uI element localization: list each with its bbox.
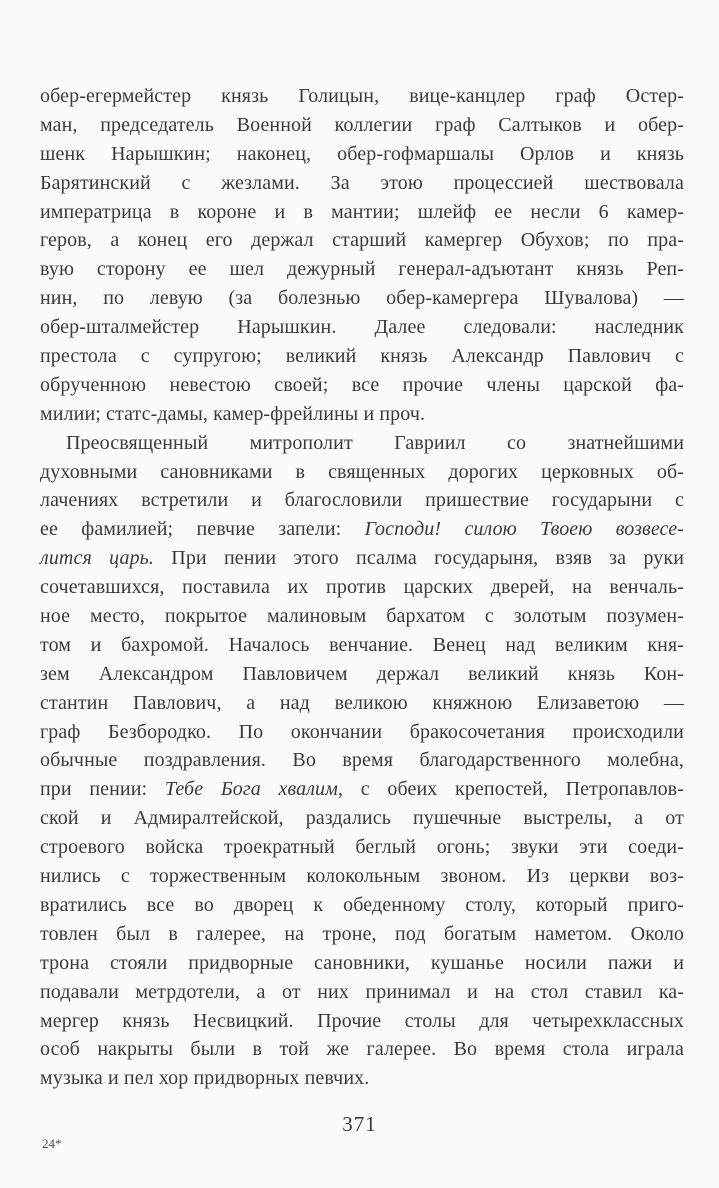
text-line bbox=[40, 486, 684, 515]
text-run: подавали метрдотели, а от них принимал и на стол ставил ка- bbox=[40, 980, 684, 1003]
italic-phrase: Господи! силою Твоею возвесе- bbox=[364, 518, 684, 541]
text-run: милии; статс-дамы, камер-фрейлины и проч. bbox=[40, 402, 426, 425]
page-number: 371 bbox=[342, 1112, 377, 1136]
text-run: товлен был в галерее, на троне, под богатым наметом. Около bbox=[40, 922, 684, 945]
text-run: обер-шталмейстер Нарышкин. Далее следовали: наследник bbox=[40, 316, 684, 339]
text-line bbox=[40, 718, 684, 747]
text-line bbox=[40, 1064, 684, 1093]
text-line bbox=[40, 746, 684, 775]
text-line bbox=[40, 775, 684, 804]
text-run: духовными сановниками в священных дорогих церковных об- bbox=[40, 460, 684, 483]
text-run: граф Безбородко. По окончании бракосочетания происходили bbox=[40, 720, 684, 743]
text-run: сочетавшихся, поставила их против царских дверей, на венчаль- bbox=[40, 576, 684, 599]
text-run: музыка и пел хор придворных певчих. bbox=[40, 1067, 370, 1090]
text-run: ное место, покрытое малиновым бархатом с золотым позумен- bbox=[40, 605, 684, 628]
text-run: нин, по левую (за болезнью обер-камергера Шувалова) — bbox=[40, 287, 684, 310]
text-line bbox=[40, 1007, 684, 1036]
text-run: престола с супругою; великий князь Александр Павлович с bbox=[40, 345, 684, 368]
text-line bbox=[40, 429, 684, 458]
text-run: лачениях встретили и благословили пришествие государыни с bbox=[40, 489, 684, 512]
text-line bbox=[40, 544, 684, 573]
text-run: императрица в короне и в мантии; шлейф ее несли 6 камер- bbox=[40, 200, 684, 223]
text-line bbox=[40, 515, 684, 544]
text-run: особ накрыты были в той же галерее. Во время стола играла bbox=[40, 1038, 684, 1061]
text-line bbox=[40, 255, 684, 284]
text-line bbox=[40, 631, 684, 660]
signature-mark: 24* bbox=[42, 1136, 62, 1151]
text-line bbox=[40, 891, 684, 920]
text-line bbox=[40, 111, 684, 140]
text-run: Преосвященный митрополит Гавриил со знатнейшими bbox=[66, 431, 684, 454]
text-run: геров, а конец его держал старший камергер Обухов; по пра- bbox=[40, 229, 684, 252]
text-run: обер-егермейстер князь Голицын, вице-канцлер граф Остер- bbox=[40, 85, 684, 107]
text-line bbox=[40, 862, 684, 891]
text-line bbox=[40, 400, 684, 429]
text-run: стантин Павлович, а над великою княжною Елизаветою — bbox=[40, 691, 684, 714]
text-run: ман, председатель Военной коллегии граф Салтыков и обер- bbox=[40, 113, 684, 136]
text-run: трона стояли придворные сановники, кушанье носили пажи и bbox=[40, 951, 684, 974]
text-line bbox=[40, 284, 684, 313]
text-run: вратились все во дворец к обеденному столу, который приго- bbox=[40, 893, 684, 916]
text-line bbox=[40, 573, 684, 602]
text-line bbox=[40, 660, 684, 689]
text-line bbox=[40, 458, 684, 487]
text-line bbox=[40, 371, 684, 400]
text-run: обычные поздравления. Во время благодарственного молебна, bbox=[40, 749, 684, 772]
text-line bbox=[40, 169, 684, 198]
text-line bbox=[40, 140, 684, 169]
text-line bbox=[40, 978, 684, 1007]
italic-phrase: Тебе Бога хвалим bbox=[164, 778, 338, 801]
text-run: нились с торжественным колокольным звоном. Из церкви воз- bbox=[40, 865, 684, 888]
text-block bbox=[40, 82, 684, 1093]
text-line bbox=[40, 342, 684, 371]
text-run: Барятинский с жезлами. За этою процессией шествовала bbox=[40, 171, 684, 194]
text-run: зем Александром Павловичем держал великий князь Кон- bbox=[40, 662, 684, 685]
text-run: обрученною невестою своей; все прочие члены царской фа- bbox=[40, 373, 684, 396]
text-line bbox=[40, 198, 684, 227]
text-line bbox=[40, 226, 684, 255]
italic-phrase: лится царь. bbox=[40, 547, 154, 570]
text-line bbox=[40, 949, 684, 978]
text-line bbox=[40, 602, 684, 631]
text-line bbox=[40, 833, 684, 862]
text-run: , с обеих крепостей, Петропавлов- bbox=[338, 778, 684, 801]
text-line bbox=[40, 804, 684, 833]
text-run: вую сторону ее шел дежурный генерал-адъютант князь Реп- bbox=[40, 258, 684, 281]
text-line bbox=[40, 82, 684, 111]
text-run: шенк Нарышкин; наконец, обер-гофмаршалы Орлов и князь bbox=[40, 142, 684, 165]
text-run: при пении: bbox=[40, 778, 165, 801]
text-line bbox=[40, 313, 684, 342]
text-run: При пении этого псалма государыня, взяв за руки bbox=[153, 547, 684, 570]
text-line bbox=[40, 689, 684, 718]
text-run: строевого войска троекратный беглый огонь; звуки эти соеди- bbox=[40, 836, 684, 859]
text-line bbox=[40, 920, 684, 949]
text-run: ской и Адмиралтейской, раздались пушечные выстрелы, а от bbox=[40, 807, 684, 830]
text-line bbox=[40, 1035, 684, 1064]
text-run: мергер князь Несвицкий. Прочие столы для четырехклассных bbox=[40, 1009, 684, 1032]
text-run: том и бахромой. Началось венчание. Венец над великим кня- bbox=[40, 633, 684, 656]
text-run: ее фамилией; певчие запели: bbox=[40, 518, 365, 541]
